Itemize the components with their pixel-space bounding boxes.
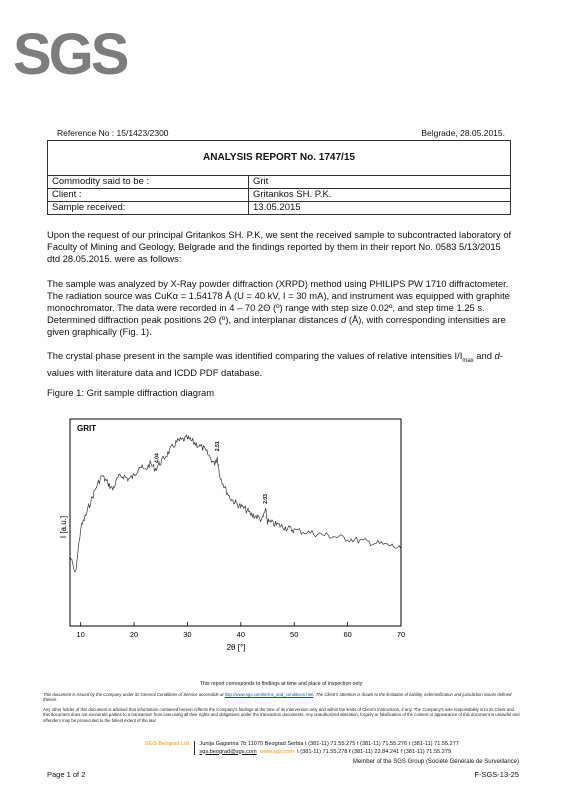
d-symbol: d	[341, 314, 347, 326]
x-tick-label: 40	[236, 630, 246, 639]
report-title: ANALYSIS REPORT No. 1747/15	[48, 141, 511, 176]
footer-address	[145, 741, 459, 756]
x-tick-label: 30	[183, 630, 192, 639]
footer-phones-2: t (381-11) 71.55.278 f (381-11) 22.84.241 f (381-11) 71.55.279	[297, 748, 452, 755]
report-table	[47, 140, 511, 215]
commodity-value: Grit	[249, 176, 511, 189]
disclaimer-text-end: . The Client's attention is drawn to the limitation of liability, indemnification and jurisdiction issues defined therein.	[43, 692, 512, 703]
and-text: and	[473, 350, 495, 361]
identification-text: The crystal phase present in the sample was identified comparing the values of relative intensities I/I	[47, 350, 463, 361]
terms-link[interactable]: http://www.sgs.com/terms_and_conditions.htm	[224, 692, 314, 697]
report-date: Belgrade, 28.05.2015.	[421, 128, 505, 138]
commodity-label: Commodity said to be :	[48, 176, 249, 189]
x-tick-label: 50	[290, 630, 299, 639]
footer-address-text: Junija Gagarina 7b 11070 Beograd Serbia	[199, 741, 304, 747]
plot-frame	[70, 419, 401, 626]
paragraph-method	[47, 278, 512, 338]
max-subscript: max	[462, 357, 474, 364]
peak-label: 2.51	[214, 441, 221, 452]
d-symbol: d	[494, 350, 500, 361]
disclaimer-conditions	[43, 692, 521, 703]
x-axis-label: 2θ [°]	[226, 643, 246, 652]
footer-web[interactable]: www.sgs.com	[259, 748, 295, 755]
page-number: Page 1 of 2	[47, 770, 86, 779]
diffraction-series-line	[70, 435, 401, 571]
x-tick-label: 20	[129, 630, 139, 639]
disclaimer-text: This document is issued by the Company under its General Conditions of Service accessible at	[43, 692, 225, 697]
peak-label: 2.03	[262, 494, 269, 504]
sample-received-label: Sample received:	[48, 202, 249, 215]
inspection-note: This report corresponds to findings at time and place of inspection only	[199, 681, 363, 687]
footer-separator	[194, 741, 195, 755]
y-axis-label: I [a.u.]	[59, 515, 68, 539]
method-text-end: (Å), with corresponding intensities are given graphically (Fig. 1).	[47, 314, 506, 338]
paragraph-request: Upon the request of our principal Gritankos SH. P.K, we sent the received sample to subcontracted laboratory of Faculty of Mining and Geology, Belgrade and the findings reported by them in their report No. 0583 5/13/2015 dtd 28.05.2015. were as follows:	[47, 229, 512, 265]
figure-caption: Figure 1: Grit sample diffraction diagram	[47, 387, 215, 398]
chart-title: GRIT	[77, 424, 97, 433]
table-row	[48, 202, 511, 215]
footer-org: SGS Beograd Ltd.	[145, 741, 191, 747]
sgs-logo-text: SGS	[13, 22, 127, 87]
footer-phones-1: t (381-11) 71.55.275 t (381-11) 71.55.276 t (381-11) 71.55.277	[305, 741, 459, 747]
client-label: Client :	[48, 189, 249, 202]
paragraph-identification	[47, 350, 512, 379]
client-value: Gritankos SH. P.K.	[249, 189, 511, 202]
method-text: The sample was analyzed by X-Ray powder diffraction (XRPD) method using PHILIPS PW 1710 diffractometer. The radiation source was CuKα = 1.54178 Å (U = 40 kV, I = 30 mA), and instrument was equipped with graphite monochromator. The data were recorded in 4 – 70 2Θ (º) range with step size 0.02º, and step time 1.25 s. Determined diffraction peak positions 2Θ (º), and interplanar distances	[47, 278, 510, 326]
peak-label: 4.04	[154, 453, 161, 463]
table-row	[48, 189, 511, 202]
disclaimer-holder: Any other holder of this document is advised that information contained hereon reflects the Company's findings at the time of its intervention only and within the limits of Client's instructions, if any. The Company's sole responsibility is to its Client and this document does not exonerate parties to a transaction from exercising all their rights and obligations under the transaction documents. Any unauthorized alteration, forgery or falsification of the content or appearance of this document is unlawful and offenders may be prosecuted to the fullest extent of the law.	[43, 707, 520, 723]
footer-email[interactable]: sgs.beograd@sgs.com	[199, 748, 257, 755]
form-number: F-SGS-13-25	[474, 770, 519, 779]
sample-received-value: 13.05.2015	[249, 202, 511, 215]
x-tick-label: 60	[343, 630, 352, 639]
x-tick-label: 70	[396, 630, 406, 639]
sgs-logo	[13, 22, 133, 87]
identification-text-end: -values with literature data and ICDD PDF database.	[47, 350, 503, 378]
diffraction-chart	[59, 415, 411, 665]
table-row	[48, 176, 511, 189]
x-tick-label: 10	[76, 630, 85, 639]
sgs-group-member: Member of the SGS Group (Société Générale de Surveillance)	[352, 759, 519, 765]
reference-number: Reference No : 15/1423/2300	[57, 128, 169, 138]
